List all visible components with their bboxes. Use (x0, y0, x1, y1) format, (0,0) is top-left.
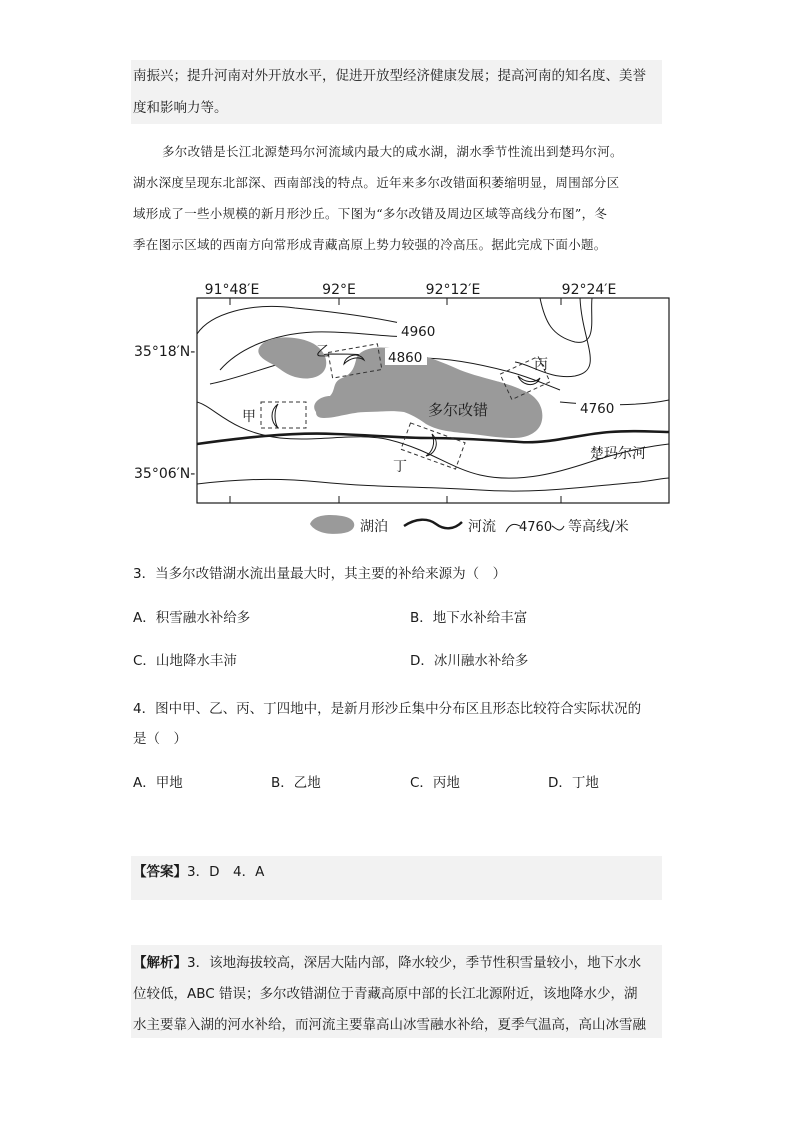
q3-option-d: D．冰川融水补给多 (410, 653, 529, 669)
legend-contour-label: 等高线/米 (568, 519, 629, 535)
analysis-line-2: 位较低，ABC 错误；多尔改错湖位于青藏高原中部的长江北源附近，该地降水少，湖 (133, 986, 638, 1002)
analysis-line-1 (133, 950, 641, 976)
q4-stem-line-1: 4．图中甲、乙、丙、丁四地中，是新月形沙丘集中分布区且形态比较符合实际状况的 (133, 701, 642, 717)
lat-label-35-18: 35°18′N- (134, 344, 196, 360)
legend-contour-sample: 4760 (519, 520, 553, 535)
passage-line-4: 季在图示区域的西南方向常形成青藏高原上势力较强的冷高压。据此完成下面小题。 (133, 237, 607, 252)
legend-lake-swatch (310, 515, 354, 534)
contour-label-4860: 4860 (388, 350, 423, 366)
passage-line-1: 多尔改错是长江北源楚玛尔河流域内最大的咸水湖，湖水季节性流出到楚玛尔河。 (162, 144, 623, 159)
q4-option-a: A．甲地 (133, 775, 183, 791)
q4-option-d: D．丁地 (548, 775, 599, 791)
river-name: 楚玛尔河 (590, 446, 646, 462)
label-bing: 丙 (534, 357, 548, 373)
contour-label-4960: 4960 (401, 324, 436, 340)
lon-label-92-24: 92°24′E (561, 282, 617, 298)
contour-label-4760: 4760 (580, 401, 615, 417)
label-yi: 乙 (316, 344, 330, 360)
q3-option-b: B．地下水补给丰富 (410, 610, 528, 626)
q3-stem: 3．当多尔改错湖水流出量最大时，其主要的补给来源为（ ） (133, 566, 507, 582)
box-jia (261, 402, 306, 428)
q4-option-c: C．丙地 (410, 775, 460, 791)
answer-label: 【答案】 (133, 864, 187, 880)
lat-label-35-06: 35°06′N- (134, 466, 196, 482)
dune-jia-icon (272, 404, 278, 428)
analysis-label: 【解析】 (133, 955, 187, 971)
lon-label-92: 92°E (322, 282, 356, 298)
q3-option-c: C．山地降水丰沛 (133, 653, 237, 669)
q3-option-a: A．积雪融水补给多 (133, 610, 251, 626)
legend-river-line (404, 520, 462, 529)
prev-answer-line-2: 度和影响力等。 (133, 100, 228, 116)
answer-text: 3．D 4．A (187, 864, 265, 880)
contour-bottom (197, 478, 669, 491)
prev-answer-line-1: 南振兴；提升河南对外开放水平，促进开放型经济健康发展；提高河南的知名度、美誉 (133, 68, 646, 84)
passage-line-3: 域形成了一些小规模的新月形沙丘。下图为“多尔改错及周边区域等高线分布图”，冬 (133, 206, 608, 221)
q4-stem-line-2: 是（ ） (133, 731, 187, 747)
analysis-line-3: 水主要靠入湖的河水补给，而河流主要靠高山冰雪融水补给，夏季气温高，高山冰雪融 (133, 1017, 646, 1033)
dune-bing-icon (518, 376, 540, 385)
analysis-text-1: 3．该地海拔较高，深居大陆内部，降水较少，季节性积雪量较小，地下水水 (187, 955, 642, 971)
contour-map (120, 272, 680, 540)
lon-label-91-48: 91°48′E (204, 282, 260, 298)
contour-top-left (197, 306, 430, 334)
passage-line-2: 湖水深度呈现东北部深、西南部浅的特点。近年来多尔改错面积萎缩明显，周围部分区 (133, 175, 620, 190)
lake-name: 多尔改错 (428, 401, 489, 419)
label-jia: 甲 (242, 409, 256, 425)
legend-lake-label: 湖泊 (360, 519, 388, 535)
answer-line (133, 861, 264, 883)
label-ding: 丁 (393, 459, 407, 475)
contour-upper-right (540, 298, 592, 342)
contour-loop-right (515, 298, 590, 377)
q4-option-b: B．乙地 (271, 775, 321, 791)
legend-river-label: 河流 (468, 519, 496, 535)
lon-label-92-12: 92°12′E (425, 282, 481, 298)
